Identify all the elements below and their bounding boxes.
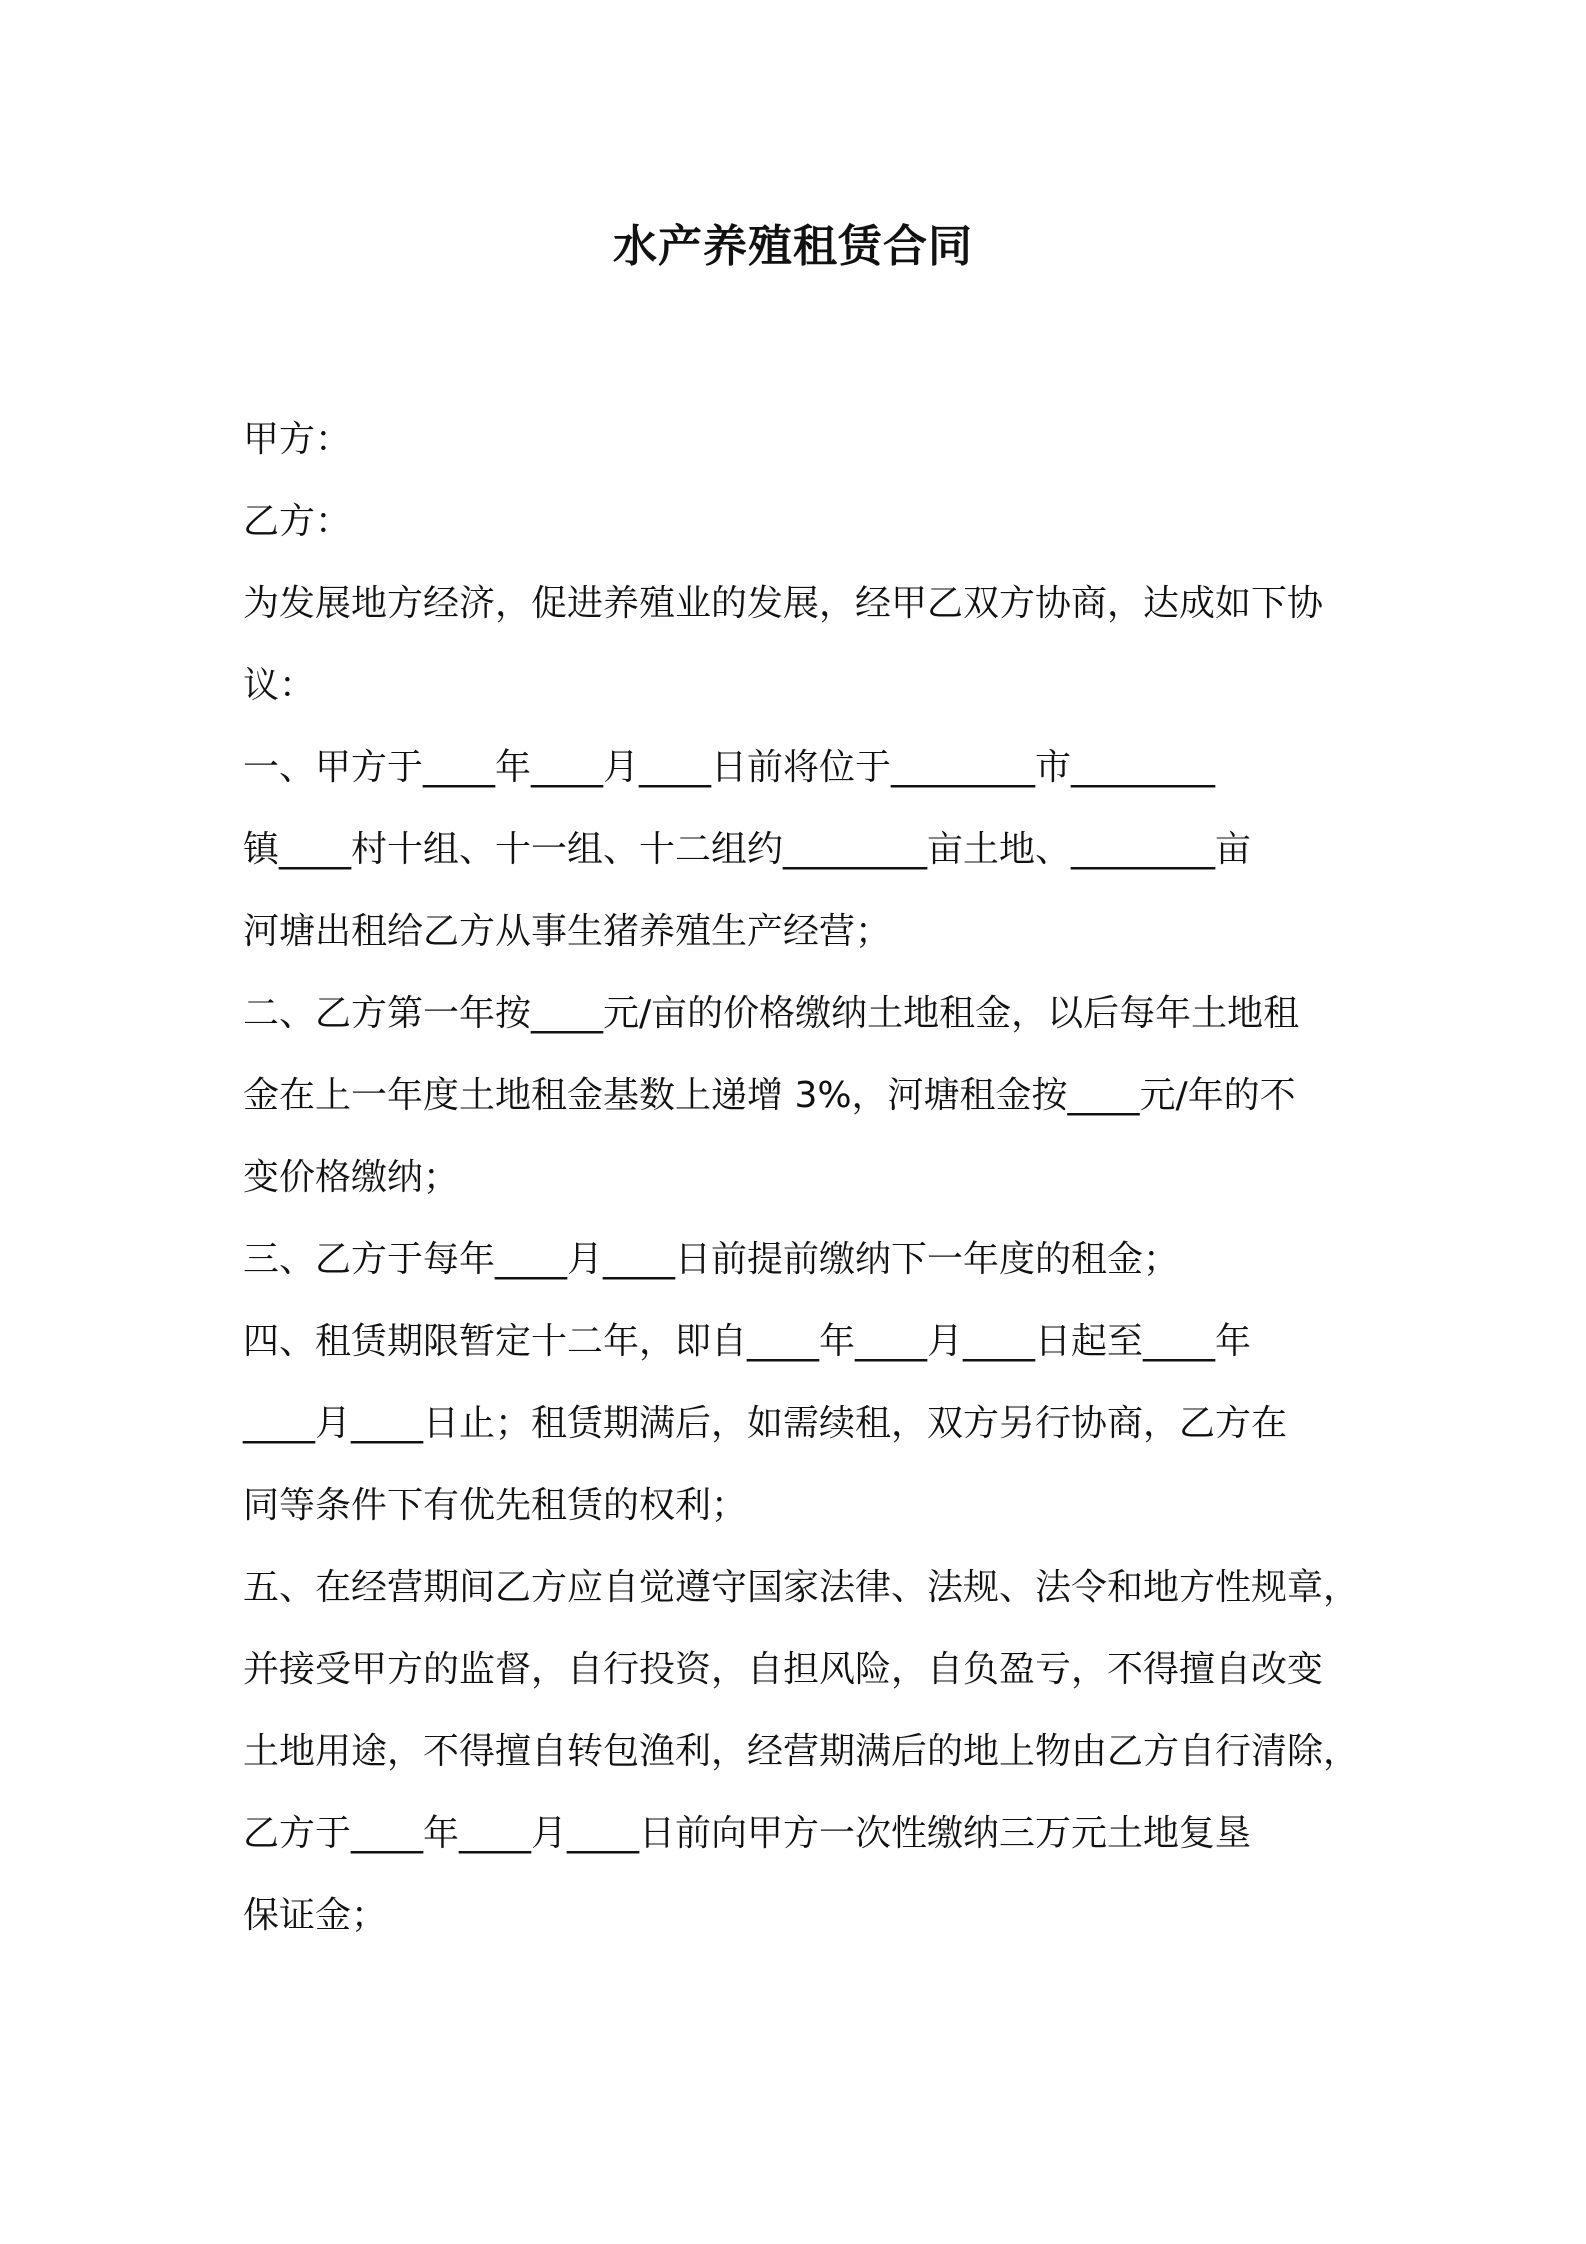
clause-1-line-2: 镇____村十组、十一组、十二组约________亩土地、________亩 [243,829,1252,870]
clause-4-line-3: 同等条件下有优先租赁的权利； [243,1485,748,1526]
preamble-line-2: 议： [243,665,316,706]
preamble-line-1: 为发展地方经济，促进养殖业的发展，经甲乙双方协商，达成如下协 [243,583,1324,624]
clause-5-line-5: 保证金； [243,1895,388,1936]
clause-4-line-1: 四、租赁期限暂定十二年，即自____年____月____日起至____年 [243,1321,1252,1362]
clause-5-line-2: 并接受甲方的监督，自行投资，自担风险，自负盈亏，不得擅自改变 [243,1649,1324,1690]
clause-2-line-1: 二、乙方第一年按____元/亩的价格缴纳土地租金，以后每年土地租 [243,993,1300,1034]
party-b-line: 乙方： [243,501,352,542]
clause-2-line-3: 变价格缴纳； [243,1157,460,1198]
clause-2-line-2: 金在上一年度土地租金基数上递增 3%，河塘租金按____元/年的不 [243,1075,1296,1116]
clause-1-line-3: 河塘出租给乙方从事生猪养殖生产经营； [243,911,892,952]
document-title: 水产养殖租赁合同 [613,221,973,272]
clause-5-line-3: 土地用途，不得擅自转包渔利，经营期满后的地上物由乙方自行清除， [243,1731,1360,1772]
clause-3-line-1: 三、乙方于每年____月____日前提前缴纳下一年度的租金； [243,1239,1180,1280]
clause-4-line-2: ____月____日止；租赁期满后，如需续租，双方另行协商，乙方在 [243,1403,1288,1444]
clause-5-line-1: 五、在经营期间乙方应自觉遵守国家法律、法规、法令和地方性规章， [243,1567,1360,1608]
party-a-line: 甲方： [243,419,352,460]
clause-5-line-4: 乙方于____年____月____日前向甲方一次性缴纳三万元土地复垦 [243,1813,1252,1854]
clause-1-line-1: 一、甲方于____年____月____日前将位于________市________ [243,747,1216,788]
